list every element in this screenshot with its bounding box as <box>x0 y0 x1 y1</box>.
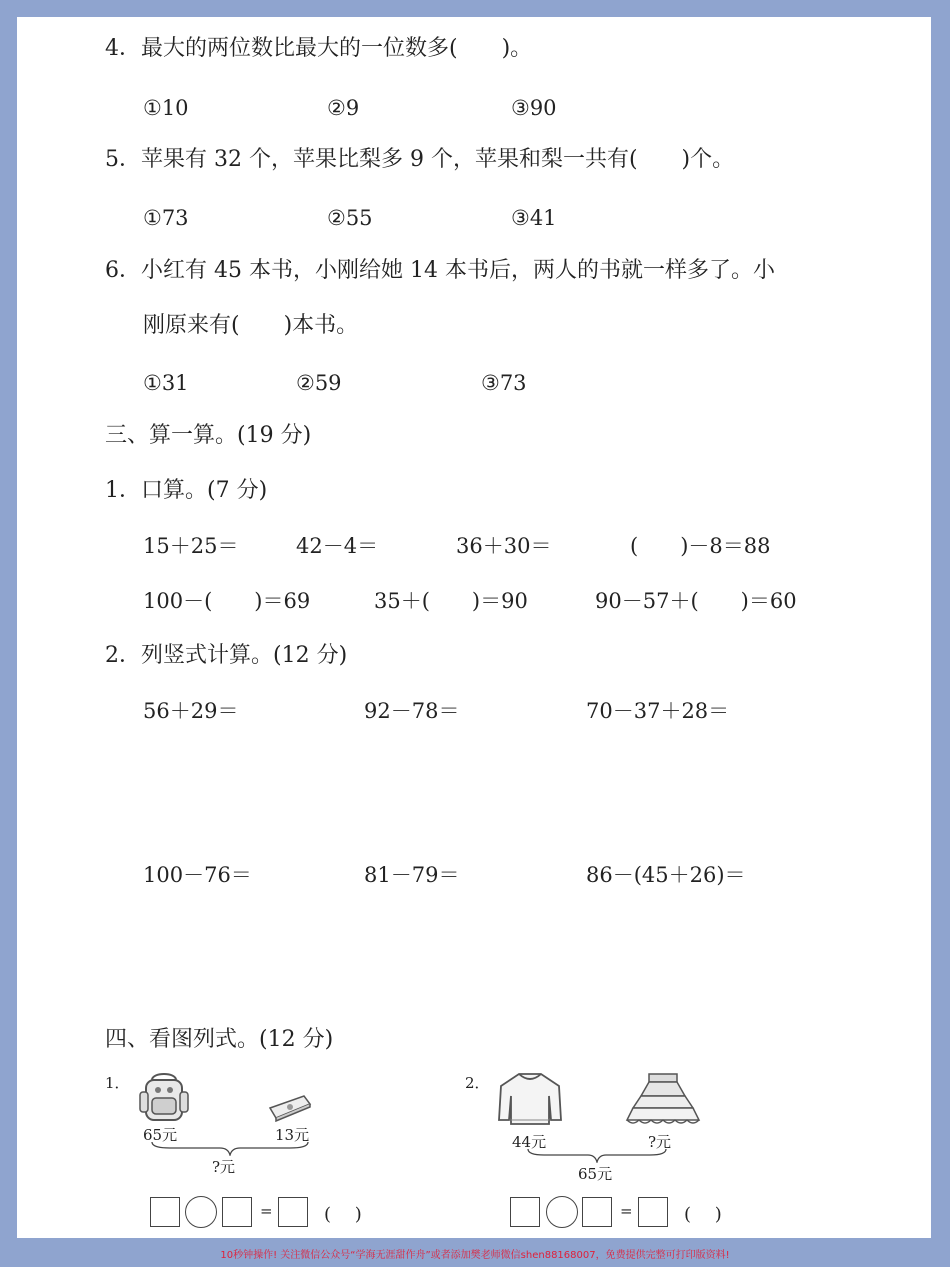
q4-option-2: ②9 <box>327 96 360 120</box>
q6-option-1: ①31 <box>143 371 189 395</box>
oral-item: 90－57＋( )＝60 <box>595 589 797 613</box>
pic1-number: 1． <box>105 1074 130 1092</box>
pic2-total: 65元 <box>578 1165 613 1183</box>
equals-sign: = <box>260 1202 273 1220</box>
footer-notice: 10秒钟操作! 关注微信公众号“学海无涯甜作舟”或者添加樊老师微信shen88168007，免费提供完整可打印版资料! <box>220 1250 730 1261</box>
skirt-icon <box>625 1070 701 1126</box>
sweater-icon <box>495 1070 565 1128</box>
pic2-left-price: 44元 <box>512 1133 547 1151</box>
vertical-item: 81－79＝ <box>364 863 460 887</box>
oral-item: 36＋30＝ <box>456 534 552 558</box>
vertical-item: 70－37＋28＝ <box>586 699 730 723</box>
question-5: 5．苹果有 32 个，苹果比梨多 9 个，苹果和梨一共有( )个。 <box>105 147 735 172</box>
answer-box[interactable] <box>278 1197 308 1227</box>
vertical-item: 56＋29＝ <box>143 699 239 723</box>
vertical-item: 92－78＝ <box>364 699 460 723</box>
pic1-left-price: 65元 <box>143 1126 178 1144</box>
pencil-case-icon <box>268 1094 312 1122</box>
vertical-item: 86－(45＋26)＝ <box>586 863 746 887</box>
vertical-item: 100－76＝ <box>143 863 252 887</box>
unit-parens: ( ) <box>324 1204 362 1225</box>
q4-option-3: ③90 <box>511 96 557 120</box>
answer-box[interactable] <box>510 1197 540 1227</box>
unit-parens: ( ) <box>684 1204 722 1225</box>
q5-option-3: ③41 <box>511 206 557 230</box>
section-3-title: 三、算一算。(19 分) <box>105 423 312 448</box>
oral-calc-title: 1．口算。(7 分) <box>105 478 268 503</box>
question-6-line-2: 刚原来有( )本书。 <box>143 313 359 338</box>
answer-box[interactable] <box>150 1197 180 1227</box>
operator-circle[interactable] <box>185 1196 217 1228</box>
sum-brace <box>526 1147 668 1163</box>
answer-box[interactable] <box>638 1197 668 1227</box>
pic2-right-price: ?元 <box>648 1133 672 1151</box>
sum-brace <box>150 1140 310 1156</box>
equals-sign: = <box>620 1202 633 1220</box>
oral-item: ( )－8＝88 <box>630 534 771 558</box>
backpack-icon <box>138 1070 190 1126</box>
operator-circle[interactable] <box>546 1196 578 1228</box>
pic1-total: ?元 <box>212 1158 236 1176</box>
q6-option-2: ②59 <box>296 371 342 395</box>
question-4: 4．最大的两位数比最大的一位数多( )。 <box>105 36 533 61</box>
section-4-title: 四、看图列式。(12 分) <box>105 1027 334 1052</box>
oral-item: 100－( )＝69 <box>143 589 311 613</box>
pic1-right-price: 13元 <box>275 1126 310 1144</box>
q4-option-1: ①10 <box>143 96 189 120</box>
oral-item: 42－4＝ <box>296 534 379 558</box>
answer-box[interactable] <box>582 1197 612 1227</box>
pic2-number: 2． <box>465 1074 490 1092</box>
q5-option-2: ②55 <box>327 206 373 230</box>
question-6-line-1: 6．小红有 45 本书，小刚给她 14 本书后，两人的书就一样多了。小 <box>105 258 775 283</box>
answer-box[interactable] <box>222 1197 252 1227</box>
vertical-calc-title: 2．列竖式计算。(12 分) <box>105 643 348 668</box>
oral-item: 15＋25＝ <box>143 534 239 558</box>
oral-item: 35＋( )＝90 <box>374 589 528 613</box>
q5-option-1: ①73 <box>143 206 189 230</box>
q6-option-3: ③73 <box>481 371 527 395</box>
